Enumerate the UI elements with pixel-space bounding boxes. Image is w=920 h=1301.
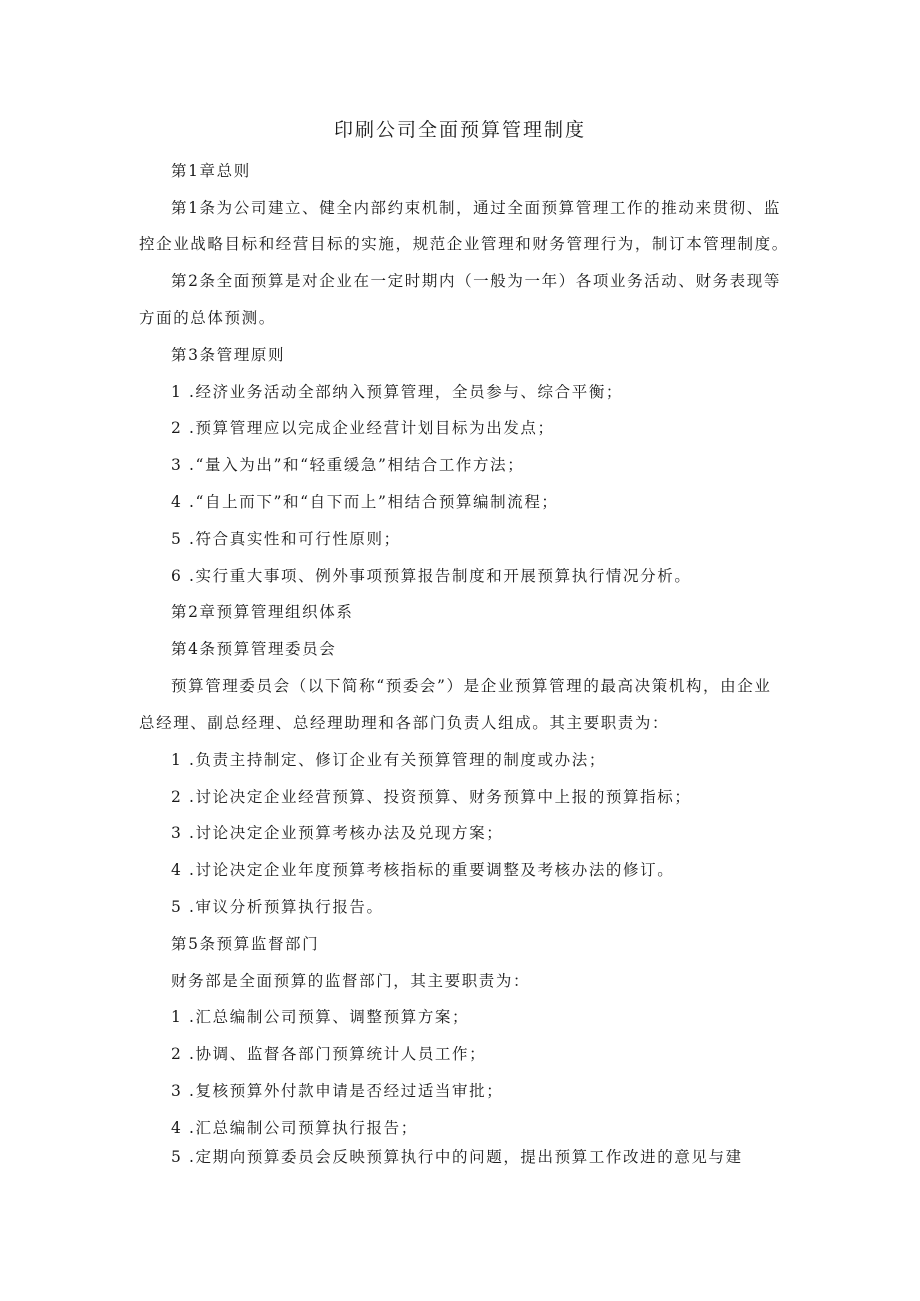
principle-item-5: 5 .符合真实性和可行性原则； bbox=[171, 530, 401, 548]
committee-desc-line-2: 总经理、副总经理、总经理助理和各部门负责人组成。其主要职责为： bbox=[139, 714, 670, 732]
committee-duty-5: 5 .审议分析预算执行报告。 bbox=[171, 898, 384, 916]
chapter-2-heading: 第2章预算管理组织体系 bbox=[171, 603, 354, 621]
finance-duty-5: 5 .定期向预算委员会反映预算执行中的问题，提出预算工作改进的意见与建 bbox=[171, 1148, 743, 1166]
committee-duty-4: 4 .讨论决定企业年度预算考核指标的重要调整及考核办法的修订。 bbox=[171, 861, 675, 879]
chapter-1-heading: 第1章总则 bbox=[171, 162, 251, 180]
principle-item-2: 2 .预算管理应以完成企业经营计划目标为出发点； bbox=[171, 419, 555, 437]
principle-item-3: 3 .“量入为出”和“轻重缓急”相结合工作方法； bbox=[171, 456, 525, 474]
committee-duty-3: 3 .讨论决定企业预算考核办法及兑现方案； bbox=[171, 824, 504, 842]
document-title: 印刷公司全面预算管理制度 bbox=[333, 119, 586, 141]
committee-duty-2: 2 .讨论决定企业经营预算、投资预算、财务预算中上报的预算指标； bbox=[171, 788, 692, 806]
finance-duty-1: 1 .汇总编制公司预算、调整预算方案； bbox=[171, 1008, 470, 1026]
committee-desc-line-1: 预算管理委员会（以下简称“预委会”）是企业预算管理的最高决策机构，由企业 bbox=[171, 677, 772, 695]
article-3-heading: 第3条管理原则 bbox=[171, 346, 286, 364]
article-2-line-2: 方面的总体预测。 bbox=[139, 309, 276, 327]
principle-item-4: 4 .“自上而下”和“自下而上”相结合预算编制流程； bbox=[171, 493, 559, 511]
finance-dept-desc: 财务部是全面预算的监督部门，其主要职责为： bbox=[171, 972, 531, 990]
committee-duty-1: 1 .负责主持制定、修订企业有关预算管理的制度或办法； bbox=[171, 751, 606, 769]
finance-duty-3: 3 .复核预算外付款申请是否经过适当审批； bbox=[171, 1082, 504, 1100]
article-2-line-1: 第2条全面预算是对企业在一定时期内（一般为一年）各项业务活动、财务表现等 bbox=[171, 272, 781, 290]
principle-item-1: 1 .经济业务活动全部纳入预算管理，全员参与、综合平衡； bbox=[171, 383, 624, 401]
article-1-line-2: 控企业战略目标和经营目标的实施，规范企业管理和财务管理行为，制订本管理制度。 bbox=[139, 235, 789, 253]
finance-duty-2: 2 .协调、监督各部门预算统计人员工作； bbox=[171, 1045, 487, 1063]
article-5-heading: 第5条预算监督部门 bbox=[171, 935, 320, 953]
article-4-heading: 第4条预算管理委员会 bbox=[171, 640, 337, 658]
article-1-line-1: 第1条为公司建立、健全内部约束机制，通过全面预算管理工作的推动来贯彻、监 bbox=[171, 199, 781, 217]
finance-duty-4: 4 .汇总编制公司预算执行报告； bbox=[171, 1119, 418, 1137]
principle-item-6: 6 .实行重大事项、例外事项预算报告制度和开展预算执行情况分析。 bbox=[171, 567, 692, 585]
